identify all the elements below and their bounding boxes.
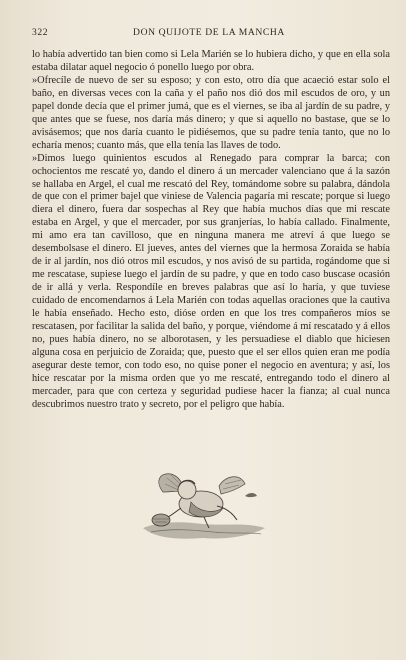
paragraph: lo había advertido tan bien como si Lela Marién se lo hubiera dicho, y que en ella sola estaba dilatar aquel negocio ó ponello luego por obra. [32, 49, 390, 73]
page-number: 322 [32, 27, 49, 38]
body-text [32, 49, 390, 412]
cherub-vignette-illustration [133, 462, 273, 548]
running-header [32, 27, 386, 41]
running-title: DON QUIJOTE DE LA MANCHA [133, 27, 285, 38]
paragraph: »Ofrecíle de nuevo de ser su esposo; y con esto, otro día que acaeció estar solo el baño, en diversas veces con la caña y el paño nos dió dos mil escudos de oro, y un papel donde decía que el primer jumá, que es el viernes, se iba al jardín de su padre, y que antes que se fuese, nos daría más dinero; y que si aquello no bastase, que se lo avisásemos; que nos daría cuanto le pidiésemos, que su padre tenía tanto, que no lo echaría menos; cuanto más, que ella tenía las llaves de todo. [32, 74, 390, 151]
paragraph: »Dimos luego quinientos escudos al Renegado para comprar la barca; con ochocientos me rescaté yo, dando el dinero á un mercader valenciano que á la sazón se hallaba en Argel, el cual me rescató del Rey, tomándome sobre su palabra, dándola de que con el primer bajel que viniese de Valencia pagaría mi rescate; porque si luego diera el dinero, fuera dar sospechas al Rey que había muchos días que mi rescate estaba en Argel, y que el mercader, por sus granjerías, lo había callado. Finalmente, mi amo era tan cavilloso, que en ninguna manera me atreví á que luego se desembolsase el dinero. El jueves, antes del viernes que la hermosa Zoraida se había de ir al jardín, nos dió otros mil escudos, y nos avisó de su partida, rogándome que si me rescatase, supiese luego el jardín de su padre, y que en todo caso buscase ocasión de ir allá y verla. Respondíle en breves palabras que así lo haría, y que tuviese cuidado de encomendarnos á Lela Marién con todas aquellas oraciones que la cautiva le había enseñado. Hecho esto, dióse orden en que los tres compañeros míos se rescatasen, por facilitar la salida del baño, y porque, viéndome á mí rescatado y á ellos no, pues había dinero, no se alborotasen, y les persuadiese el diablo que hiciesen alguna cosa en perjuicio de Zoraida; que, puesto que el ser ellos quien eran me podía asegurar deste temor, con todo eso, no quise poner el negocio en aventura; y así, los hice rescatar por la misma orden que yo me rescaté, entregando todo el dinero al mercader, para que con certeza y seguridad pudiese hacer la fianza; al cual nunca descubrimos nuestro trato y secreto, por el peligro que había. [32, 152, 390, 410]
